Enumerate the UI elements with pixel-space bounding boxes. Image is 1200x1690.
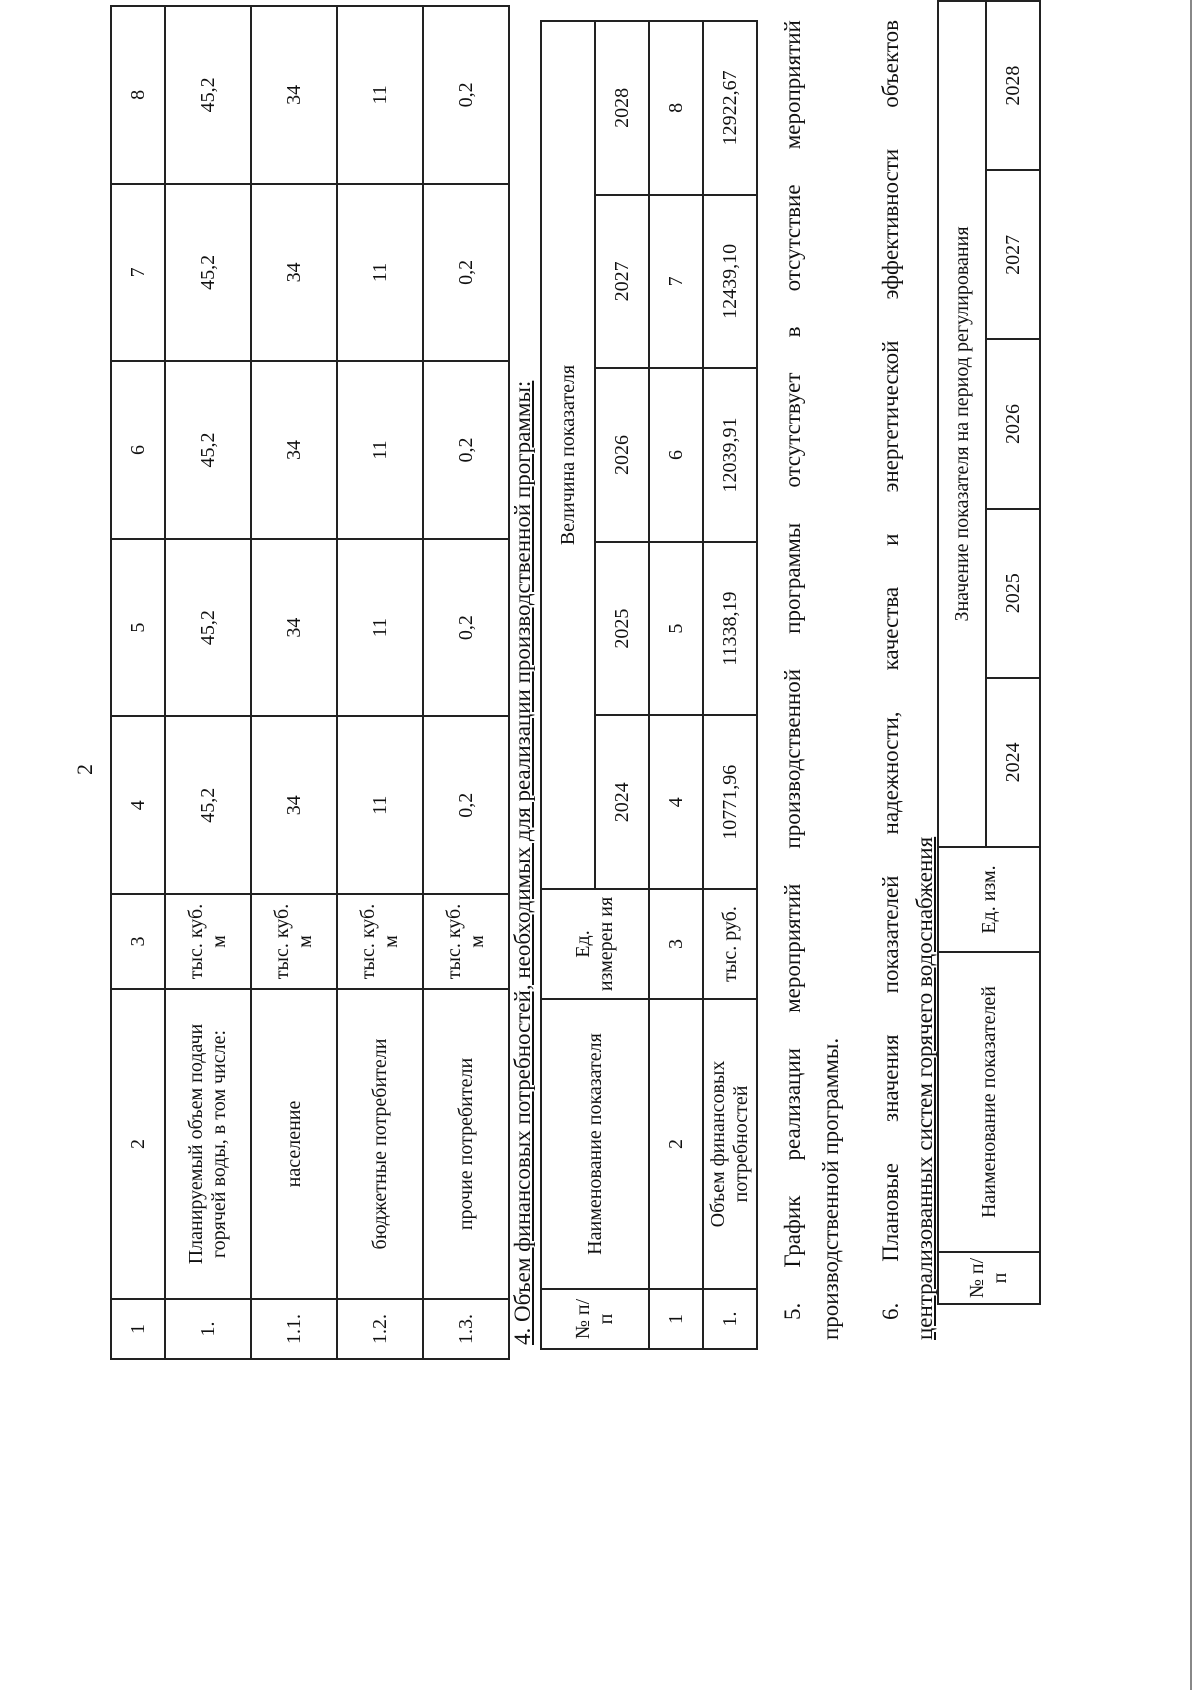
- word: надежности,: [878, 711, 903, 835]
- table-cell: 12439,10: [703, 195, 757, 369]
- header-cell-year: 2026: [595, 368, 649, 542]
- table-cell: тыс. руб.: [703, 889, 757, 999]
- word: График: [780, 1195, 805, 1268]
- table-cell: 1: [649, 1289, 703, 1349]
- table-row: [337, 6, 423, 1359]
- table-cell: 11: [337, 539, 423, 717]
- header-cell-name: Наименование показателя: [541, 999, 649, 1289]
- section-4-title: 4. Объем финансовых потребностей, необходимых для реализации производственной программы:: [510, 380, 535, 1345]
- table-cell: прочие потребители: [423, 989, 509, 1299]
- section-5-paragraph-line-2: производственной программы.: [818, 1037, 843, 1340]
- section-6-paragraph-line-2: централизованных систем горячего водоснабжения: [912, 836, 937, 1340]
- table-cell: 4: [649, 715, 703, 889]
- header-cell-year: 2024: [595, 715, 649, 889]
- table-cell: 34: [251, 184, 337, 362]
- section-5-paragraph-line-1: [780, 20, 806, 1320]
- word: качества: [878, 586, 903, 671]
- table-cell: 8: [649, 21, 703, 195]
- word: программы: [780, 522, 805, 634]
- table-cell: 11: [337, 6, 423, 184]
- table-cell: тыс. куб. м: [337, 894, 423, 989]
- word: 6.: [878, 1302, 903, 1320]
- table-header-row: [111, 6, 165, 1359]
- header-cell-year: 2025: [595, 542, 649, 716]
- header-cell: 5: [111, 539, 165, 717]
- table-cell: 34: [251, 361, 337, 539]
- header-cell-year: 2028: [986, 1, 1040, 170]
- table-cell: 45,2: [165, 539, 251, 717]
- table-cell: 10771,96: [703, 715, 757, 889]
- table-cell: 11: [337, 184, 423, 362]
- section-6-paragraph-line-1: [878, 20, 904, 1320]
- header-cell-year: 2028: [595, 21, 649, 195]
- header-cell-year: 2025: [986, 509, 1040, 678]
- table-cell: 11338,19: [703, 542, 757, 716]
- table-cell: 0,2: [423, 184, 509, 362]
- word: эффективности: [878, 148, 903, 300]
- header-cell: 3: [111, 894, 165, 989]
- table-cell: 34: [251, 6, 337, 184]
- word: 5.: [780, 1302, 805, 1320]
- financial-needs-table: [540, 20, 758, 1350]
- table-cell: тыс. куб. м: [251, 894, 337, 989]
- header-cell: 4: [111, 716, 165, 894]
- word: мероприятий: [780, 20, 805, 150]
- table-cell: 12922,67: [703, 21, 757, 195]
- table-numbering-row: [649, 21, 703, 1349]
- word: реализации: [780, 1048, 805, 1161]
- reliability-indicators-table: [937, 0, 1041, 1305]
- page-number: 2: [72, 764, 97, 775]
- header-cell-group: Значение показателя на период регулирования: [938, 1, 986, 847]
- header-cell-number: № п/п: [938, 1252, 1040, 1304]
- word: отсутствует: [780, 372, 805, 488]
- table-cell: 7: [649, 195, 703, 369]
- table-cell: тыс. куб. м: [165, 894, 251, 989]
- page-edge-line: [1190, 0, 1192, 1690]
- table-cell: 1.2.: [337, 1299, 423, 1359]
- table-cell: 1.: [703, 1289, 757, 1349]
- word: производственной: [780, 668, 805, 849]
- word: в: [780, 326, 805, 338]
- word: показателей: [878, 875, 903, 994]
- header-cell: 6: [111, 361, 165, 539]
- table-cell: население: [251, 989, 337, 1299]
- header-cell-unit: Ед. изм.: [938, 847, 1040, 952]
- header-cell-name: Наименование показателей: [938, 952, 1040, 1252]
- table-cell: 2: [649, 999, 703, 1289]
- word: Плановые: [878, 1163, 903, 1262]
- table-cell: 1.: [165, 1299, 251, 1359]
- table-cell: 45,2: [165, 184, 251, 362]
- word: и: [878, 533, 903, 546]
- table-cell: 45,2: [165, 716, 251, 894]
- table-row: [703, 21, 757, 1349]
- table-header-row: [541, 21, 595, 1349]
- table-cell: 11: [337, 361, 423, 539]
- table-row: [251, 6, 337, 1359]
- table-cell: 34: [251, 716, 337, 894]
- table-cell: 45,2: [165, 361, 251, 539]
- table-row: [423, 6, 509, 1359]
- header-cell-year: 2027: [986, 170, 1040, 339]
- word: отсутствие: [780, 184, 805, 292]
- word: значения: [878, 1034, 903, 1123]
- table-cell: 6: [649, 368, 703, 542]
- table-cell: 34: [251, 539, 337, 717]
- word: мероприятий: [780, 883, 805, 1013]
- table-cell: тыс. куб. м: [423, 894, 509, 989]
- table-cell: бюджетные потребители: [337, 989, 423, 1299]
- table-cell: 12039,91: [703, 368, 757, 542]
- header-cell-number: № п/п: [541, 1289, 649, 1349]
- table-cell: 45,2: [165, 6, 251, 184]
- header-cell-year: 2024: [986, 678, 1040, 847]
- header-cell-year: 2027: [595, 195, 649, 369]
- table-cell: 0,2: [423, 539, 509, 717]
- table-header-row: [938, 1, 986, 1304]
- table-cell: 3: [649, 889, 703, 999]
- table-cell: Планируемый объем подачи горячей воды, в том числе:: [165, 989, 251, 1299]
- table-row: [165, 6, 251, 1359]
- table-cell: 1.1.: [251, 1299, 337, 1359]
- water-supply-volume-table: [110, 5, 510, 1360]
- header-cell-group: Величина показателя: [541, 21, 595, 889]
- table-cell: 1.3.: [423, 1299, 509, 1359]
- header-cell: 1: [111, 1299, 165, 1359]
- table-cell: Объем финансовых потребностей: [703, 999, 757, 1289]
- word: объектов: [878, 20, 903, 108]
- table-cell: 0,2: [423, 716, 509, 894]
- table-cell: 0,2: [423, 361, 509, 539]
- header-cell: 8: [111, 6, 165, 184]
- header-cell-year: 2026: [986, 339, 1040, 508]
- word: энергетической: [878, 340, 903, 493]
- header-cell: 2: [111, 989, 165, 1299]
- header-cell-unit: Ед. измерен ия: [541, 889, 649, 999]
- table-cell: 11: [337, 716, 423, 894]
- table-cell: 5: [649, 542, 703, 716]
- table-cell: 0,2: [423, 6, 509, 184]
- header-cell: 7: [111, 184, 165, 362]
